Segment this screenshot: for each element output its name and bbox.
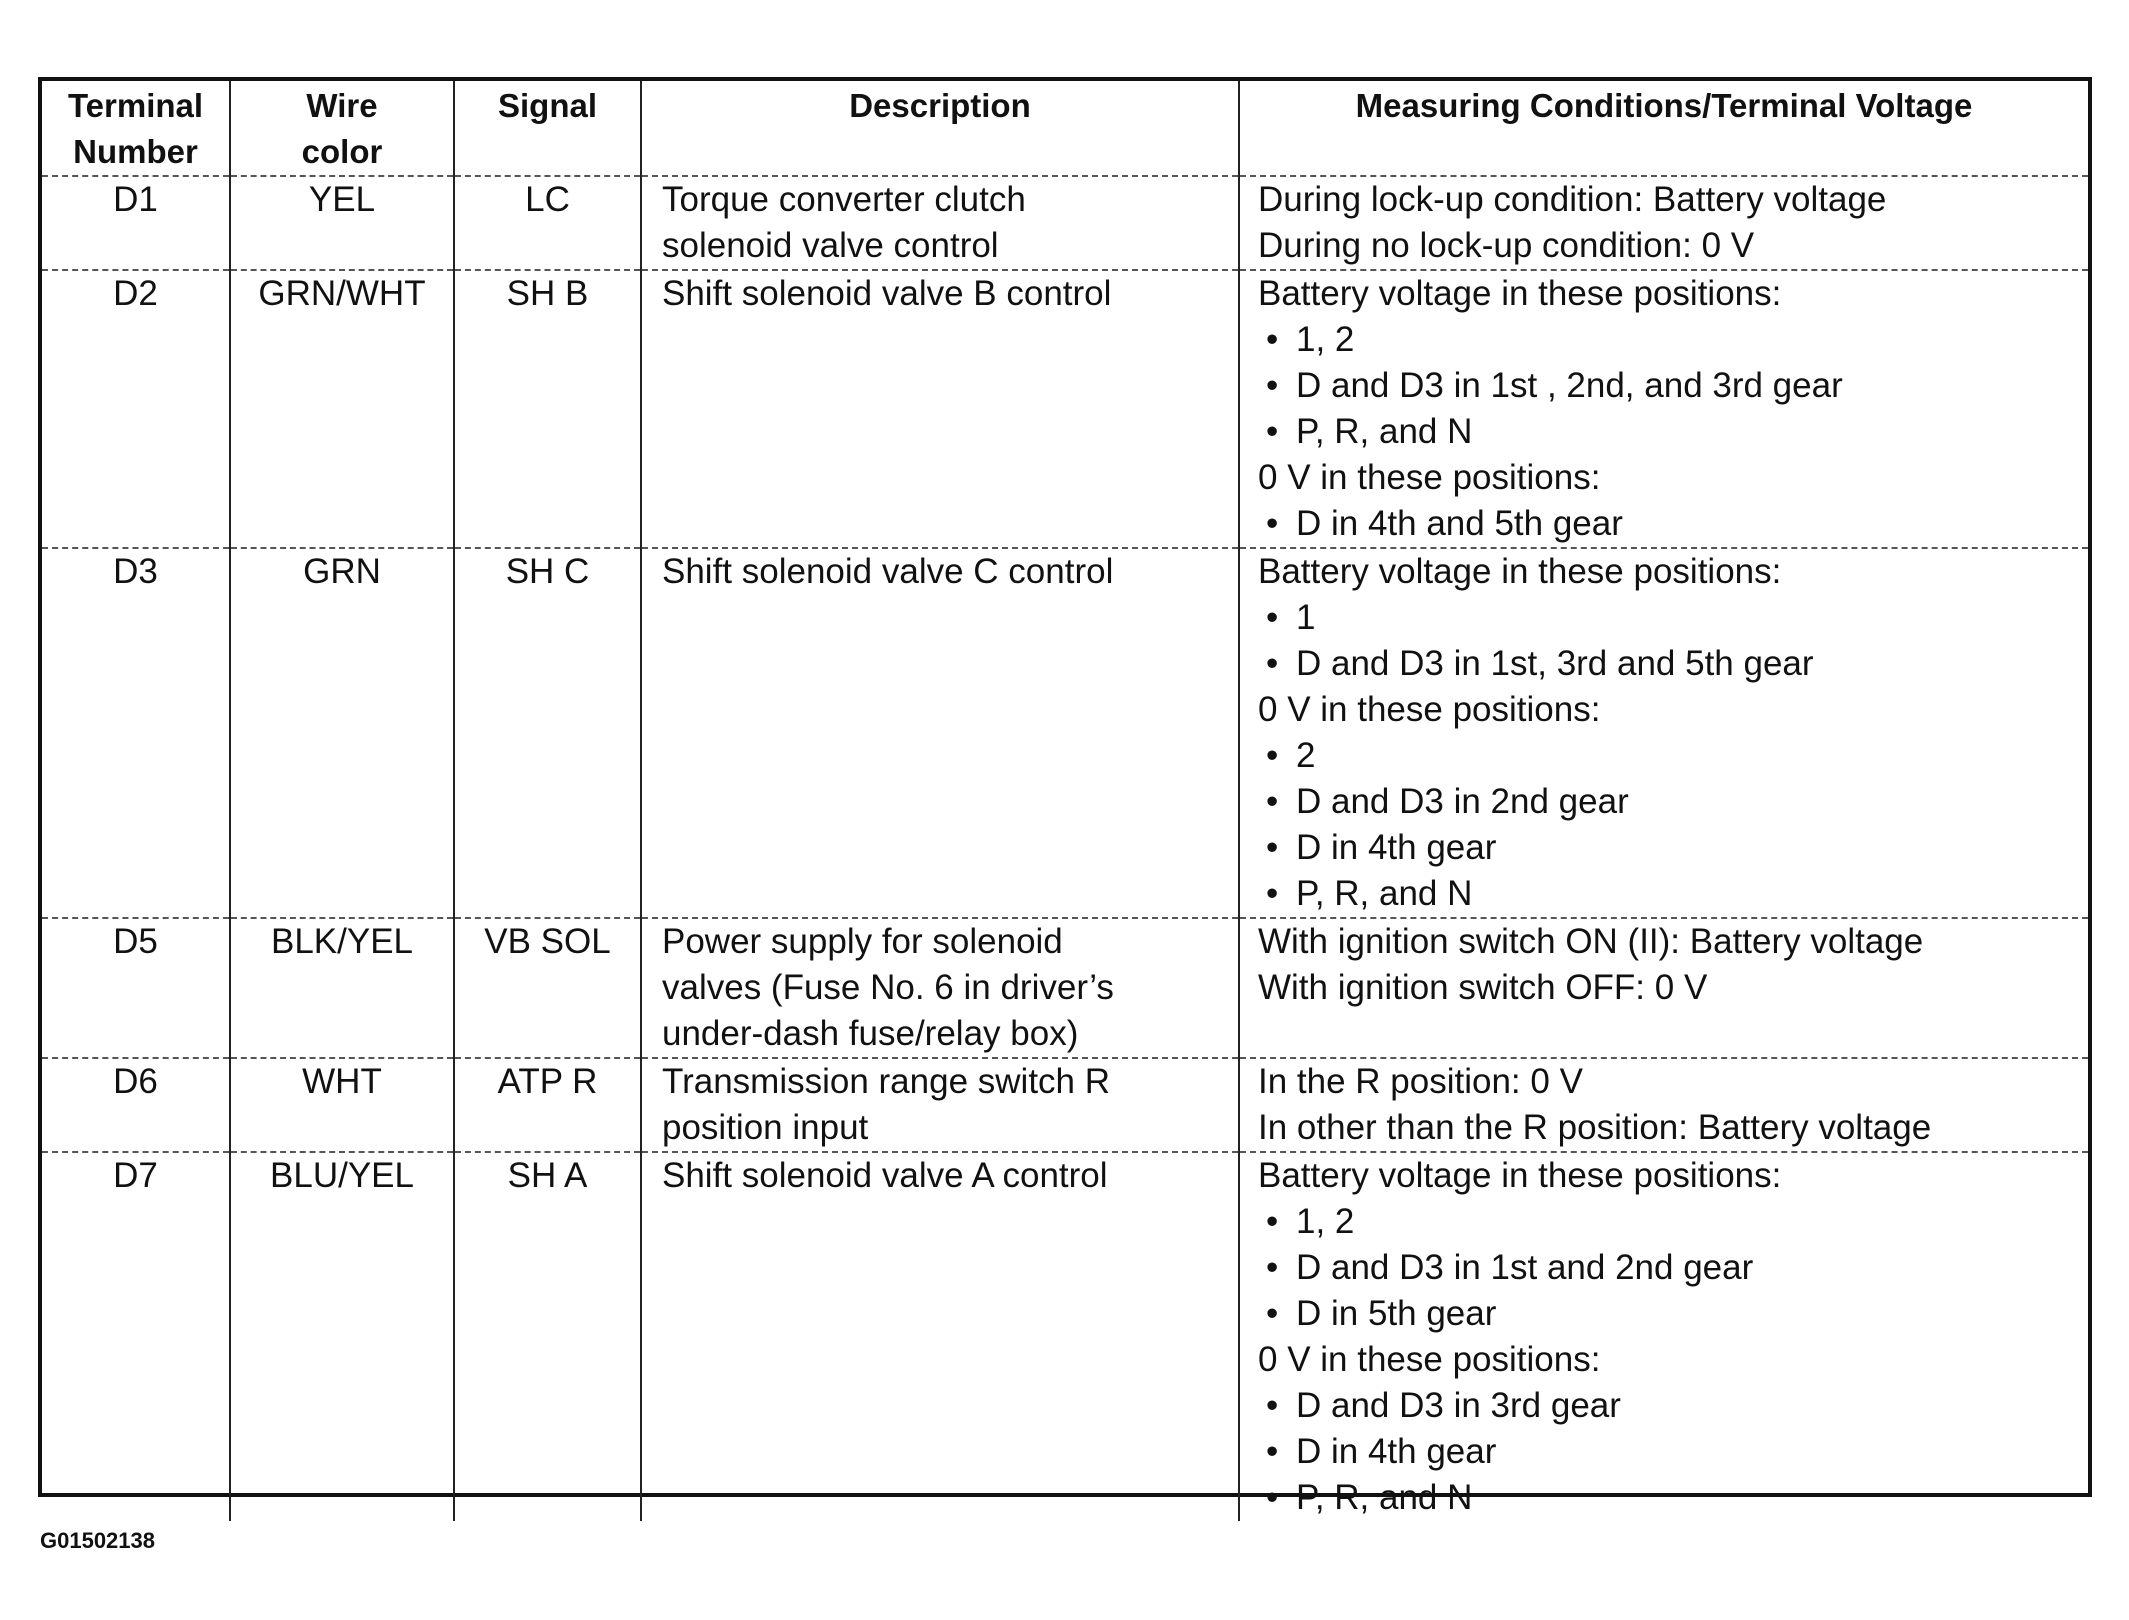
description-line: under-dash fuse/relay box) bbox=[662, 1014, 1079, 1053]
measuring-bullet-item bbox=[1258, 733, 2082, 779]
measuring-bullet-text: 1, 2 bbox=[1296, 1202, 1355, 1241]
bullet-icon: • bbox=[1266, 1248, 1279, 1287]
terminal-table-frame bbox=[38, 77, 2092, 1517]
bullet-icon: • bbox=[1266, 598, 1279, 637]
description-line: Shift solenoid valve B control bbox=[662, 274, 1112, 313]
measuring-bullet-item bbox=[1258, 1475, 2082, 1521]
table-row bbox=[42, 176, 2088, 270]
measuring-line: Battery voltage in these positions: bbox=[1258, 274, 1782, 313]
cell-description bbox=[641, 176, 1239, 270]
measuring-bullet-text: 1, 2 bbox=[1296, 320, 1355, 359]
bullet-icon: • bbox=[1266, 1432, 1279, 1471]
header-wire-line-2: color bbox=[301, 133, 383, 170]
terminal-voltage-table bbox=[42, 81, 2088, 1521]
bullet-icon: • bbox=[1266, 1386, 1279, 1425]
cell-measuring-conditions bbox=[1239, 918, 2088, 1058]
measuring-bullet-item bbox=[1258, 825, 2082, 871]
bullet-icon: • bbox=[1266, 1294, 1279, 1333]
cell-terminal-number: D5 bbox=[42, 918, 230, 1058]
measuring-line: During no lock-up condition: 0 V bbox=[1258, 226, 1755, 265]
measuring-bullet-text: D in 4th and 5th gear bbox=[1296, 504, 1623, 543]
measuring-bullet-text: D in 4th gear bbox=[1296, 828, 1497, 867]
bullet-icon: • bbox=[1266, 874, 1279, 913]
figure-code: G01502138 bbox=[40, 1528, 155, 1553]
measuring-line: 0 V in these positions: bbox=[1258, 690, 1601, 729]
cell-description bbox=[641, 918, 1239, 1058]
measuring-line: 0 V in these positions: bbox=[1258, 458, 1601, 497]
measuring-bullet-text: 2 bbox=[1296, 736, 1316, 775]
header-wire-line-1: Wire bbox=[306, 87, 378, 124]
bullet-icon: • bbox=[1266, 782, 1279, 821]
bullet-icon: • bbox=[1266, 1202, 1279, 1241]
description-line: valves (Fuse No. 6 in driver’s bbox=[662, 968, 1114, 1007]
description-line: Shift solenoid valve A control bbox=[662, 1156, 1108, 1195]
measuring-bullet-text: D and D3 in 3rd gear bbox=[1296, 1386, 1621, 1425]
header-terminal-line-1: Terminal bbox=[67, 87, 204, 124]
cell-wire-color: YEL bbox=[230, 176, 454, 270]
header-signal: Signal bbox=[454, 81, 641, 176]
measuring-line: 0 V in these positions: bbox=[1258, 1340, 1601, 1379]
measuring-bullet-text: D and D3 in 1st and 2nd gear bbox=[1296, 1248, 1754, 1287]
bullet-icon: • bbox=[1266, 366, 1279, 405]
measuring-bullet-item bbox=[1258, 779, 2082, 825]
measuring-bullet-text: P, R, and N bbox=[1296, 874, 1473, 913]
table-row bbox=[42, 270, 2088, 548]
table-row bbox=[42, 1152, 2088, 1521]
measuring-bullet-item bbox=[1258, 501, 2082, 547]
cell-terminal-number: D2 bbox=[42, 270, 230, 548]
cell-wire-color: BLK/YEL bbox=[230, 918, 454, 1058]
cell-measuring-conditions bbox=[1239, 1152, 2088, 1521]
bullet-icon: • bbox=[1266, 412, 1279, 451]
measuring-bullet-text: P, R, and N bbox=[1296, 1478, 1473, 1517]
measuring-bullet-text: D in 5th gear bbox=[1296, 1294, 1497, 1333]
bullet-icon: • bbox=[1266, 1478, 1279, 1517]
cell-measuring-conditions bbox=[1239, 548, 2088, 918]
bullet-icon: • bbox=[1266, 736, 1279, 775]
cell-description bbox=[641, 1058, 1239, 1152]
cell-description bbox=[641, 270, 1239, 548]
measuring-bullet-text: P, R, and N bbox=[1296, 412, 1473, 451]
measuring-bullet-text: D and D3 in 1st , 2nd, and 3rd gear bbox=[1296, 366, 1843, 405]
description-line: Power supply for solenoid bbox=[662, 922, 1063, 961]
description-line: Transmission range switch R bbox=[662, 1062, 1111, 1101]
measuring-bullet-item bbox=[1258, 1199, 2082, 1245]
measuring-line: During lock-up condition: Battery voltage bbox=[1258, 180, 1887, 219]
cell-measuring-conditions bbox=[1239, 1058, 2088, 1152]
bullet-icon: • bbox=[1266, 504, 1279, 543]
measuring-line: With ignition switch ON (II): Battery voltage bbox=[1258, 922, 1924, 961]
measuring-bullet-item bbox=[1258, 1383, 2082, 1429]
cell-terminal-number: D6 bbox=[42, 1058, 230, 1152]
measuring-bullet-item bbox=[1258, 317, 2082, 363]
cell-signal: LC bbox=[454, 176, 641, 270]
measuring-line: Battery voltage in these positions: bbox=[1258, 552, 1782, 591]
measuring-bullet-text: D in 4th gear bbox=[1296, 1432, 1497, 1471]
cell-signal: SH B bbox=[454, 270, 641, 548]
cell-terminal-number: D7 bbox=[113, 1156, 158, 1195]
measuring-bullet-text: D and D3 in 2nd gear bbox=[1296, 782, 1629, 821]
cell-wire-color: WHT bbox=[230, 1058, 454, 1152]
cell-wire-color: GRN bbox=[230, 548, 454, 918]
header-terminal-number bbox=[42, 81, 230, 176]
measuring-bullet-item bbox=[1258, 1245, 2082, 1291]
bullet-icon: • bbox=[1266, 828, 1279, 867]
cell-signal: ATP R bbox=[454, 1058, 641, 1152]
measuring-bullet-item bbox=[1258, 871, 2082, 917]
measuring-bullet-item bbox=[1258, 1429, 2082, 1475]
cell-measuring-conditions bbox=[1239, 270, 2088, 548]
measuring-bullet-item bbox=[1258, 363, 2082, 409]
cell-signal: SH C bbox=[454, 548, 641, 918]
measuring-line: In the R position: 0 V bbox=[1258, 1062, 1583, 1101]
cell-wire-color: BLU/YEL bbox=[230, 1152, 454, 1521]
cell-wire-color: GRN/WHT bbox=[230, 270, 454, 548]
cell-signal: SH A bbox=[454, 1152, 641, 1521]
measuring-line: Battery voltage in these positions: bbox=[1258, 1156, 1782, 1195]
header-terminal-line-2: Number bbox=[73, 133, 198, 170]
description-line: solenoid valve control bbox=[662, 226, 999, 265]
header-measuring-conditions: Measuring Conditions/Terminal Voltage bbox=[1239, 81, 2088, 176]
measuring-bullet-item bbox=[1258, 409, 2082, 455]
table-row bbox=[42, 1058, 2088, 1152]
header-description: Description bbox=[641, 81, 1239, 176]
measuring-line: With ignition switch OFF: 0 V bbox=[1258, 968, 1708, 1007]
table-row bbox=[42, 548, 2088, 918]
cell-description bbox=[641, 548, 1239, 918]
measuring-bullet-item bbox=[1258, 595, 2082, 641]
bullet-icon: • bbox=[1266, 644, 1279, 683]
table-header-row bbox=[42, 81, 2088, 176]
table-body bbox=[42, 176, 2088, 1521]
description-line: position input bbox=[662, 1108, 869, 1147]
measuring-bullet-item bbox=[1258, 1291, 2082, 1337]
measuring-bullet-text: D and D3 in 1st, 3rd and 5th gear bbox=[1296, 644, 1814, 683]
cell-terminal-number: D3 bbox=[42, 548, 230, 918]
cell-measuring-conditions bbox=[1239, 176, 2088, 270]
measuring-line: In other than the R position: Battery voltage bbox=[1258, 1108, 1932, 1147]
cell-signal: VB SOL bbox=[454, 918, 641, 1058]
measuring-bullet-item bbox=[1258, 641, 2082, 687]
table-row bbox=[42, 918, 2088, 1058]
cell-description bbox=[641, 1152, 1239, 1521]
description-line: Shift solenoid valve C control bbox=[662, 552, 1114, 591]
bullet-icon: • bbox=[1266, 320, 1279, 359]
header-wire-color bbox=[230, 81, 454, 176]
measuring-bullet-text: 1 bbox=[1296, 598, 1316, 637]
description-line: Torque converter clutch bbox=[662, 180, 1026, 219]
cell-terminal-number: D1 bbox=[42, 176, 230, 270]
